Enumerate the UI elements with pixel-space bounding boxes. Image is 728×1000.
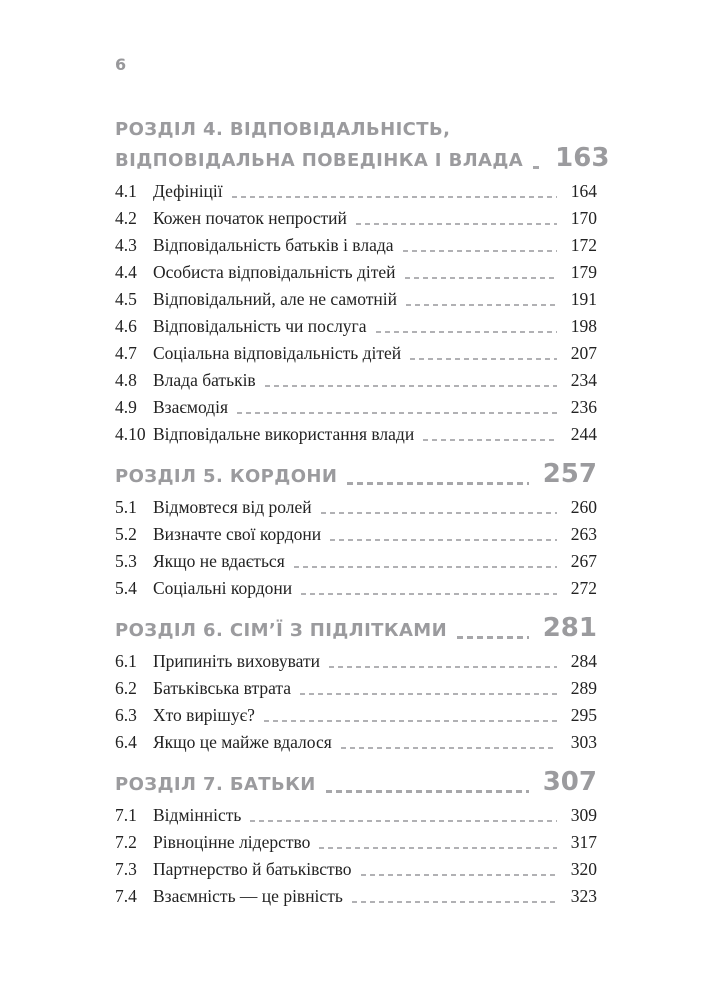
table-of-contents (115, 116, 610, 910)
entry-number: 7.2 (115, 832, 137, 852)
toc-entry (115, 259, 597, 286)
entry-page-number: 267 (570, 551, 597, 571)
entry-page-number: 236 (570, 397, 597, 417)
entry-number: 4.1 (115, 181, 137, 201)
leader-dashes (423, 439, 557, 441)
toc-entry (115, 494, 597, 521)
toc-entry (115, 856, 597, 883)
entry-number: 5.2 (115, 524, 137, 544)
chapter-heading-row (115, 614, 597, 645)
entry-number: 4.10 (115, 424, 146, 444)
leader-dashes (319, 847, 556, 849)
entry-number: 4.4 (115, 262, 137, 282)
entry-title: Кожен початок непростий (153, 208, 347, 228)
entry-title: Відмовтеся від ролей (153, 497, 312, 517)
leader-dashes (321, 512, 557, 514)
leader-dashes (410, 358, 557, 360)
chapter-title: ВІДПОВІДАЛЬНА ПОВЕДІНКА І ВЛАДА (115, 150, 524, 171)
toc-entry (115, 340, 597, 367)
leader-dashes (265, 385, 557, 387)
toc-entry (115, 729, 597, 756)
leader-dashes (376, 331, 557, 333)
leader-dashes (406, 304, 557, 306)
toc-chapter (115, 460, 597, 602)
toc-entry (115, 829, 597, 856)
entry-number: 4.6 (115, 316, 137, 336)
entry-title: Рівноцінне лідерство (153, 832, 311, 852)
entry-number: 4.7 (115, 343, 137, 363)
entry-number: 4.3 (115, 235, 137, 255)
entry-page-number: 207 (570, 343, 597, 363)
chapter-entries (115, 802, 597, 910)
leader-dashes (347, 482, 528, 485)
toc-entry (115, 883, 597, 910)
entry-page-number: 263 (570, 524, 597, 544)
toc-entry (115, 575, 597, 602)
toc-chapter (115, 614, 597, 756)
entry-page-number: 272 (570, 578, 597, 598)
entry-title: Якщо це майже вдалося (153, 732, 332, 752)
toc-entry (115, 675, 597, 702)
leader-dashes (232, 196, 557, 198)
entry-title: Особиста відповідальність дітей (153, 262, 396, 282)
entry-title: Взаємність — це рівність (153, 886, 343, 906)
chapter-entries (115, 494, 597, 602)
toc-chapter (115, 116, 610, 448)
chapter-page-number: 307 (542, 767, 597, 797)
entry-number: 7.1 (115, 805, 137, 825)
entry-title: Відповідальність чи послуга (153, 316, 367, 336)
leader-dashes (405, 277, 557, 279)
entry-title: Припиніть виховувати (153, 651, 320, 671)
entry-title: Дефініції (153, 181, 223, 201)
entry-page-number: 198 (570, 316, 597, 336)
entry-number: 4.2 (115, 208, 137, 228)
leader-dashes (341, 747, 557, 749)
leader-dashes (300, 693, 557, 695)
toc-entry (115, 286, 597, 313)
leader-dashes (329, 666, 557, 668)
entry-page-number: 191 (570, 289, 597, 309)
chapter-heading-row (115, 768, 597, 799)
toc-entry (115, 702, 597, 729)
entry-title: Відповідальність батьків і влада (153, 235, 394, 255)
leader-dashes (403, 250, 557, 252)
leader-dashes (533, 166, 541, 169)
entry-title: Відповідальне використання влади (153, 424, 415, 444)
toc-chapter (115, 768, 597, 910)
leader-dashes (361, 874, 557, 876)
entry-number: 6.2 (115, 678, 137, 698)
leader-dashes (294, 566, 557, 568)
toc-entry (115, 313, 597, 340)
entry-title: Відмінність (153, 805, 242, 825)
entry-page-number: 234 (570, 370, 597, 390)
entry-number: 4.9 (115, 397, 137, 417)
entry-title: Партнерство й батьківство (153, 859, 352, 879)
entry-page-number: 170 (570, 208, 597, 228)
toc-entry (115, 232, 597, 259)
entry-page-number: 179 (570, 262, 597, 282)
entry-page-number: 323 (570, 886, 597, 906)
entry-number: 5.1 (115, 497, 137, 517)
entry-number: 4.5 (115, 289, 137, 309)
chapter-page-number: 163 (555, 143, 610, 173)
toc-entry (115, 521, 597, 548)
chapter-heading-row (115, 143, 610, 175)
entry-title: Взаємодія (153, 397, 228, 417)
entry-page-number: 260 (570, 497, 597, 517)
entry-page-number: 289 (570, 678, 597, 698)
chapter-entries (115, 178, 597, 448)
entry-number: 5.4 (115, 578, 137, 598)
entry-title: Якщо не вдається (153, 551, 285, 571)
entry-title: Відповідальний, але не самотній (153, 289, 397, 309)
entry-page-number: 164 (570, 181, 597, 201)
toc-entry (115, 548, 597, 575)
entry-title: Соціальна відповідальність дітей (153, 343, 402, 363)
entry-page-number: 317 (570, 832, 597, 852)
toc-entry (115, 367, 597, 394)
toc-entry (115, 421, 597, 448)
entry-page-number: 303 (570, 732, 597, 752)
page-number: 6 (115, 55, 127, 74)
entry-number: 5.3 (115, 551, 137, 571)
entry-page-number: 172 (570, 235, 597, 255)
leader-dashes (250, 820, 556, 822)
chapter-page-number: 281 (542, 613, 597, 643)
entry-title: Хто вирішує? (153, 705, 255, 725)
entry-number: 4.8 (115, 370, 137, 390)
entry-number: 6.3 (115, 705, 137, 725)
entry-page-number: 284 (570, 651, 597, 671)
leader-dashes (326, 790, 529, 793)
entry-number: 6.1 (115, 651, 137, 671)
chapter-title-first-line: РОЗДІЛ 4. ВІДПОВІДАЛЬНІСТЬ, (115, 119, 451, 140)
chapter-entries (115, 648, 597, 756)
entry-number: 7.4 (115, 886, 137, 906)
leader-dashes (330, 539, 557, 541)
entry-title: Соціальні кордони (153, 578, 293, 598)
entry-page-number: 295 (570, 705, 597, 725)
chapter-title: РОЗДІЛ 6. СІМ’Ї З ПІДЛІТКАМИ (115, 620, 448, 641)
entry-page-number: 320 (570, 859, 597, 879)
chapter-title: РОЗДІЛ 7. БАТЬКИ (115, 774, 316, 795)
toc-entry (115, 394, 597, 421)
leader-dashes (264, 720, 557, 722)
leader-dashes (457, 636, 529, 639)
entry-number: 7.3 (115, 859, 137, 879)
leader-dashes (301, 593, 557, 595)
entry-number: 6.4 (115, 732, 137, 752)
entry-title: Батьківська втрата (153, 678, 292, 698)
toc-entry (115, 648, 597, 675)
entry-page-number: 244 (570, 424, 597, 444)
toc-entry (115, 178, 597, 205)
leader-dashes (237, 412, 557, 414)
chapter-heading-row (115, 460, 597, 491)
chapter-title: РОЗДІЛ 5. КОРДОНИ (115, 466, 338, 487)
leader-dashes (352, 901, 557, 903)
toc-entry (115, 205, 597, 232)
entry-title: Визначте свої кордони (153, 524, 322, 544)
toc-entry (115, 802, 597, 829)
entry-page-number: 309 (570, 805, 597, 825)
chapter-page-number: 257 (542, 459, 597, 489)
leader-dashes (356, 223, 557, 225)
entry-title: Влада батьків (153, 370, 256, 390)
